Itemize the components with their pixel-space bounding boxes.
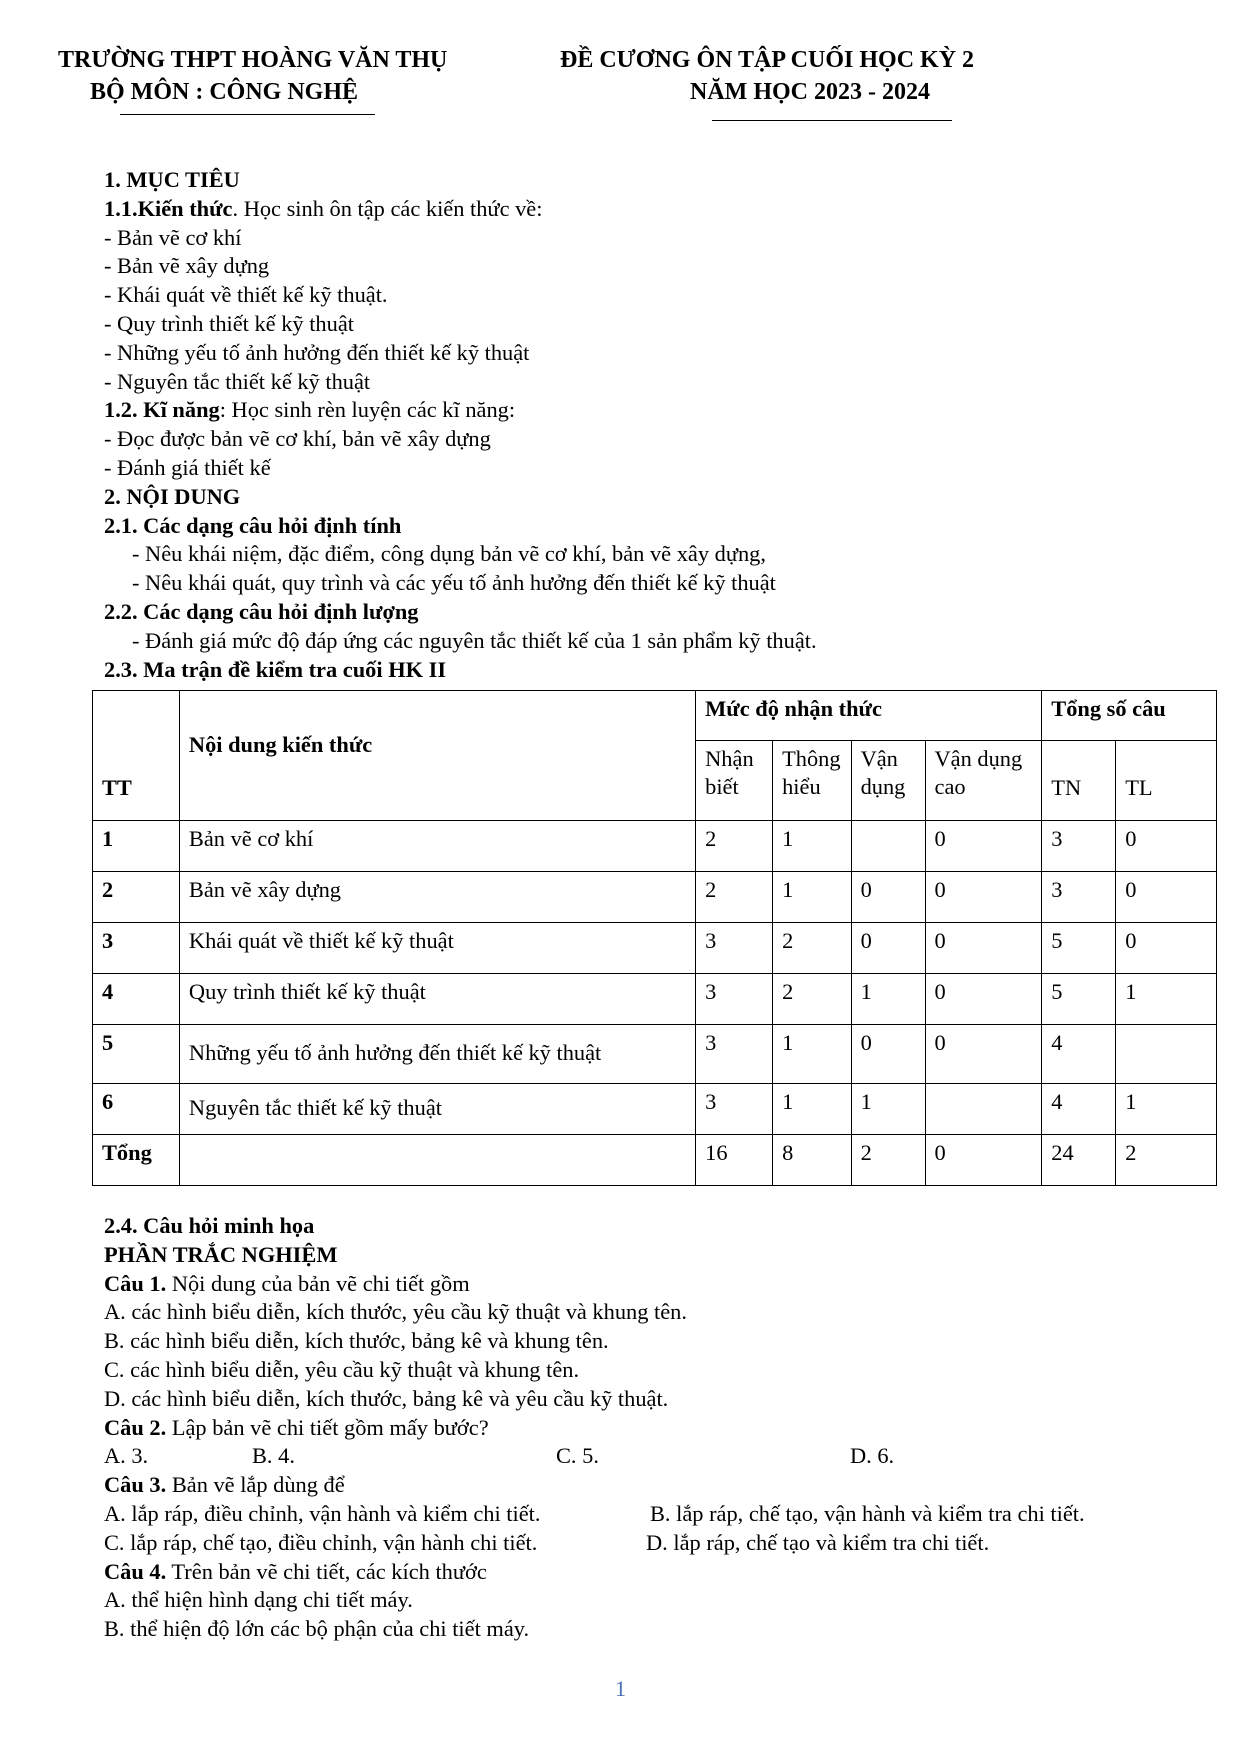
quantitative-item: - Đánh giá mức độ đáp ứng các nguyên tắc thiết kế của 1 sản phẩm kỹ thuật. — [132, 627, 817, 653]
cell-nb: 2 — [696, 821, 773, 872]
section-1-title: 1. MỤC TIÊU — [104, 167, 240, 192]
cell-content: Những yếu tố ảnh hưởng đến thiết kế kỹ thuật — [179, 1025, 695, 1084]
cell-tt: 3 — [93, 923, 180, 974]
cell-vdc: 0 — [925, 1135, 1042, 1186]
questions-title: 2.4. Câu hỏi minh họa — [104, 1213, 315, 1238]
answer-option: A. thể hiện hình dạng chi tiết máy. — [104, 1587, 413, 1613]
header-nhan-biet: Nhận biết — [696, 741, 773, 821]
answer-option: B. thể hiện độ lớn các bộ phận của chi tiết máy. — [104, 1616, 530, 1642]
skills-label: 1.2. Kĩ năng — [104, 397, 220, 423]
cell-vd: 1 — [851, 1084, 925, 1135]
table-row — [93, 923, 1217, 974]
cell-content: Nguyên tắc thiết kế kỹ thuật — [179, 1084, 695, 1135]
question-label: Câu 3. — [104, 1472, 167, 1498]
cell-nb: 3 — [696, 974, 773, 1025]
cell-tl: 1 — [1116, 1084, 1217, 1135]
knowledge-intro: . Học sinh ôn tập các kiến thức về: — [232, 195, 543, 221]
cell-tn: 5 — [1042, 974, 1116, 1025]
section-2-title: 2. NỘI DUNG — [104, 483, 241, 509]
cell-tt: 2 — [93, 872, 180, 923]
cell-th: 1 — [773, 821, 851, 872]
cell-tl — [1116, 1025, 1217, 1084]
skills-intro: : Học sinh rèn luyện các kĩ năng: — [219, 397, 516, 423]
answer-option: A. các hình biểu diễn, kích thước, yêu cầu kỹ thuật và khung tên. — [104, 1299, 687, 1325]
answer-option: B. lắp ráp, chế tạo, vận hành và kiểm tra chi tiết. — [650, 1500, 1085, 1526]
answer-options-row — [104, 1500, 1164, 1529]
document-title: ĐỀ CƯƠNG ÔN TẬP CUỐI HỌC KỲ 2 — [560, 47, 975, 73]
cell-vd: 1 — [851, 974, 925, 1025]
exam-matrix-table — [92, 690, 1217, 1186]
cell-tn: 4 — [1042, 1025, 1116, 1084]
header-thong-hieu: Thông hiểu — [773, 741, 851, 821]
header-divider-right — [712, 120, 952, 121]
cell-nb: 2 — [696, 872, 773, 923]
qualitative-title: 2.1. Các dạng câu hỏi định tính — [104, 512, 402, 538]
qualitative-item: - Nêu khái niệm, đặc điểm, công dụng bản vẽ cơ khí, bản vẽ xây dựng, — [132, 541, 766, 567]
cell-vd: 2 — [851, 1135, 925, 1186]
skills-item: - Đánh giá thiết kế — [104, 454, 271, 480]
part-title: PHẦN TRẮC NGHIỆM — [104, 1241, 338, 1267]
sample-questions — [104, 1212, 1164, 1644]
page-number: 1 — [615, 1676, 626, 1701]
question-text: Nội dung của bản vẽ chi tiết gồm — [166, 1270, 470, 1296]
knowledge-item: - Bản vẽ xây dựng — [104, 253, 270, 279]
outline-body — [104, 166, 1164, 684]
cell-content: Bản vẽ cơ khí — [179, 821, 695, 872]
knowledge-item: - Quy trình thiết kế kỹ thuật — [104, 310, 354, 336]
matrix-title: 2.3. Ma trận đề kiểm tra cuối HK II — [104, 656, 447, 682]
cell-vdc: 0 — [925, 821, 1042, 872]
school-name: TRƯỜNG THPT HOÀNG VĂN THỤ — [58, 47, 448, 73]
cell-tt: 5 — [93, 1025, 180, 1084]
header-levels: Mức độ nhận thức — [696, 691, 1042, 741]
answer-option: C. lắp ráp, chế tạo, điều chỉnh, vận hành chi tiết. — [104, 1529, 538, 1555]
table-header-row — [93, 691, 1217, 741]
cell-th: 1 — [773, 872, 851, 923]
answer-options-row — [104, 1442, 1164, 1471]
school-year: NĂM HỌC 2023 - 2024 — [690, 79, 930, 105]
knowledge-item: - Nguyên tắc thiết kế kỹ thuật — [104, 368, 371, 394]
header-van-dung-cao: Vận dụng cao — [925, 741, 1042, 821]
cell-nb: 3 — [696, 923, 773, 974]
answer-option: C. các hình biểu diễn, yêu cầu kỹ thuật và khung tên. — [104, 1356, 580, 1382]
header-van-dung: Vận dụng — [851, 741, 925, 821]
question-3 — [104, 1471, 1164, 1500]
cell-content: Khái quát về thiết kế kỹ thuật — [179, 923, 695, 974]
cell-tt: 6 — [93, 1084, 180, 1135]
header-tl: TL — [1116, 741, 1217, 821]
cell-th: 2 — [773, 974, 851, 1025]
question-label: Câu 1. — [104, 1270, 167, 1296]
cell-vd: 0 — [851, 872, 925, 923]
answer-option: A. 3. — [104, 1443, 149, 1469]
question-text: Bản vẽ lắp dùng để — [166, 1472, 345, 1498]
answer-option: D. 6. — [850, 1443, 895, 1469]
cell-vdc — [925, 1084, 1042, 1135]
answer-option: B. 4. — [252, 1443, 295, 1469]
cell-tt: 1 — [93, 821, 180, 872]
skills-item: - Đọc được bản vẽ cơ khí, bản vẽ xây dựng — [104, 426, 491, 452]
question-4 — [104, 1558, 1164, 1587]
cell-th: 2 — [773, 923, 851, 974]
cell-vd — [851, 821, 925, 872]
cell-vdc: 0 — [925, 872, 1042, 923]
question-text: Trên bản vẽ chi tiết, các kích thước — [166, 1558, 487, 1584]
knowledge-item: - Những yếu tố ảnh hưởng đến thiết kế kỹ thuật — [104, 339, 530, 365]
answer-option: D. các hình biểu diễn, kích thước, bảng kê và yêu cầu kỹ thuật. — [104, 1385, 669, 1411]
cell-tl: 0 — [1116, 821, 1217, 872]
answer-option: A. lắp ráp, điều chỉnh, vận hành và kiểm chi tiết. — [104, 1500, 541, 1526]
cell-tl: 2 — [1116, 1135, 1217, 1186]
header-tt: TT — [93, 691, 180, 821]
table-row — [93, 1084, 1217, 1135]
question-label: Câu 4. — [104, 1558, 167, 1584]
table-row — [93, 974, 1217, 1025]
answer-option: D. lắp ráp, chế tạo và kiểm tra chi tiết. — [646, 1529, 990, 1555]
knowledge-label: 1.1.Kiến thức — [104, 195, 233, 221]
cell-total-label: Tổng — [93, 1135, 180, 1186]
cell-tl: 1 — [1116, 974, 1217, 1025]
cell-nb: 16 — [696, 1135, 773, 1186]
cell-tt: 4 — [93, 974, 180, 1025]
cell-tn: 3 — [1042, 872, 1116, 923]
cell-tn: 4 — [1042, 1084, 1116, 1135]
header-tn: TN — [1042, 741, 1116, 821]
question-1 — [104, 1270, 1164, 1299]
question-2 — [104, 1414, 1164, 1443]
qualitative-item: - Nêu khái quát, quy trình và các yếu tố ảnh hưởng đến thiết kế kỹ thuật — [132, 570, 776, 596]
cell-vd: 0 — [851, 1025, 925, 1084]
table-row — [93, 872, 1217, 923]
table-total-row — [93, 1135, 1217, 1186]
header-content: Nội dung kiến thức — [179, 691, 695, 821]
cell-vdc: 0 — [925, 923, 1042, 974]
knowledge-heading — [104, 195, 1164, 224]
department-name: BỘ MÔN : CÔNG NGHỆ — [90, 79, 358, 105]
cell-vdc: 0 — [925, 974, 1042, 1025]
header-totals: Tổng số câu — [1042, 691, 1217, 741]
cell-vdc: 0 — [925, 1025, 1042, 1084]
cell-content: Quy trình thiết kế kỹ thuật — [179, 974, 695, 1025]
cell-nb: 3 — [696, 1084, 773, 1135]
quantitative-title: 2.2. Các dạng câu hỏi định lượng — [104, 598, 419, 624]
skills-heading — [104, 396, 1164, 425]
cell-vd: 0 — [851, 923, 925, 974]
cell-tn: 5 — [1042, 923, 1116, 974]
header-divider-left — [120, 114, 375, 115]
knowledge-item: - Khái quát về thiết kế kỹ thuật. — [104, 282, 388, 308]
cell-content — [179, 1135, 695, 1186]
cell-th: 1 — [773, 1025, 851, 1084]
table-row — [93, 821, 1217, 872]
cell-th: 8 — [773, 1135, 851, 1186]
answer-options-row — [104, 1529, 1164, 1558]
cell-tn: 3 — [1042, 821, 1116, 872]
answer-option: B. các hình biểu diễn, kích thước, bảng kê và khung tên. — [104, 1328, 609, 1354]
knowledge-item: - Bản vẽ cơ khí — [104, 224, 242, 250]
cell-th: 1 — [773, 1084, 851, 1135]
question-label: Câu 2. — [104, 1414, 167, 1440]
cell-content: Bản vẽ xây dựng — [179, 872, 695, 923]
cell-tl: 0 — [1116, 923, 1217, 974]
cell-tn: 24 — [1042, 1135, 1116, 1186]
table-row — [93, 1025, 1217, 1084]
question-text: Lập bản vẽ chi tiết gồm mấy bước? — [166, 1414, 489, 1440]
cell-tl: 0 — [1116, 872, 1217, 923]
cell-nb: 3 — [696, 1025, 773, 1084]
answer-option: C. 5. — [556, 1443, 599, 1469]
